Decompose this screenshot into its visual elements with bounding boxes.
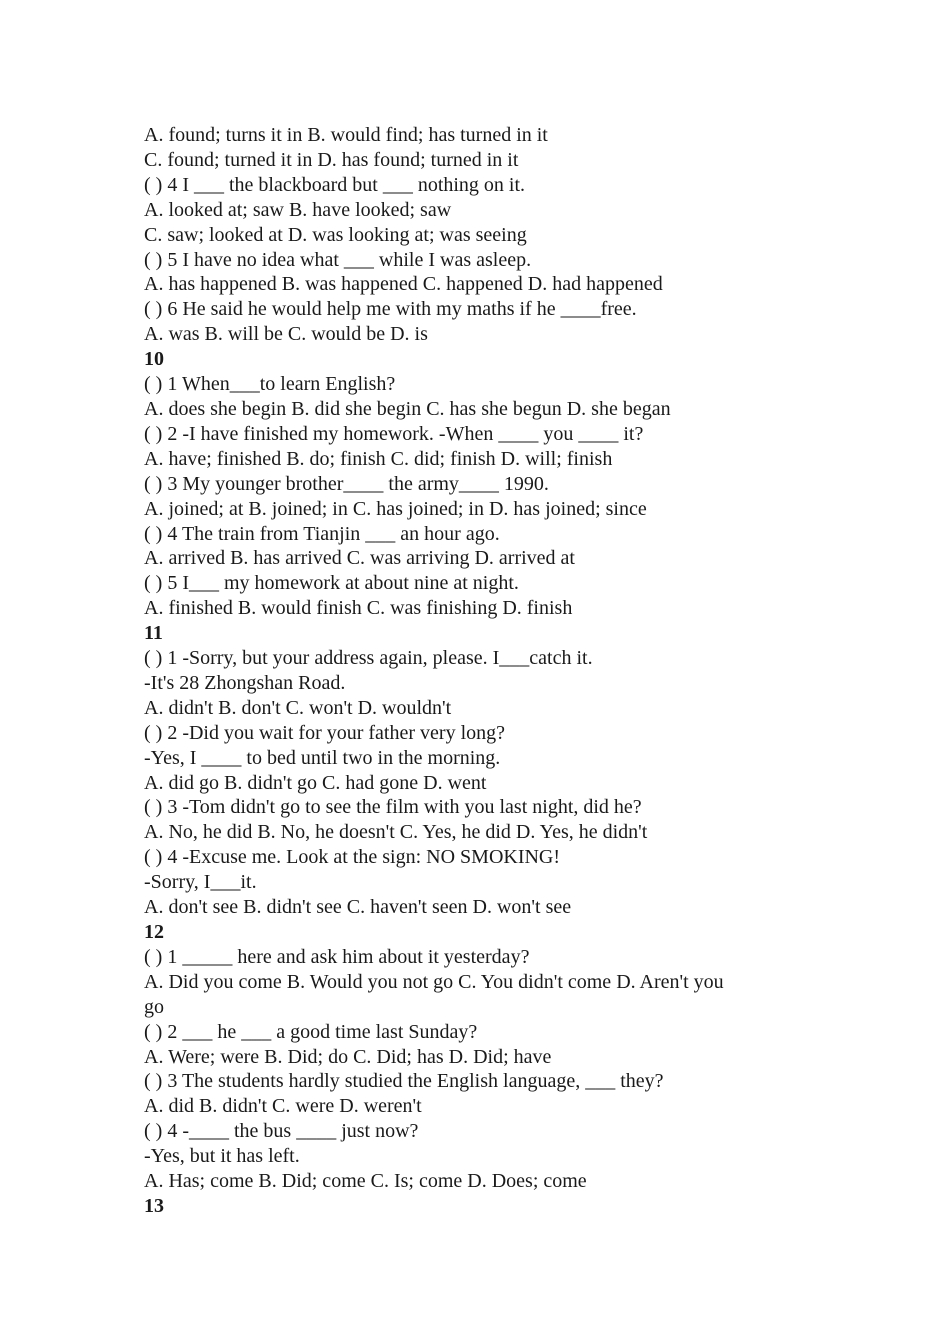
text-line: A. has happened B. was happened C. happened D. had happened (144, 273, 663, 296)
text-line: A. found; turns it in B. would find; has turned in it (144, 124, 548, 146)
text-line: A. does she begin B. did she begin C. has she begun D. she began (144, 397, 671, 420)
text-line: A. didn't B. don't C. won't D. wouldn't (144, 696, 452, 719)
text-line: A. Did you come B. Would you not go C. You didn't come D. Aren't you (144, 970, 724, 993)
section-number: 12 (144, 921, 164, 943)
text-line: -Yes, but it has left. (144, 1145, 300, 1168)
text-line: A. finished B. would finish C. was finishing D. finish (144, 597, 573, 620)
text-line: -Sorry, I___it. (144, 871, 257, 894)
text-line: ( ) 3 The students hardly studied the English language, ___ they? (144, 1070, 664, 1093)
text-line: A. Has; come B. Did; come C. Is; come D. Does; come (144, 1170, 587, 1193)
text-line: go (144, 995, 164, 1018)
text-line: ( ) 4 I ___ the blackboard but ___ nothing on it. (144, 173, 526, 196)
text-line: ( ) 2 ___ he ___ a good time last Sunday? (144, 1020, 478, 1043)
text-line: C. saw; looked at D. was looking at; was seeing (144, 223, 527, 246)
section-number: 10 (144, 348, 164, 371)
text-line: A. Were; were B. Did; do C. Did; has D. Did; have (144, 1045, 552, 1068)
text-line: ( ) 3 -Tom didn't go to see the film with you last night, did he? (144, 796, 642, 819)
text-line: -It's 28 Zhongshan Road. (144, 671, 346, 694)
section-number: 13 (144, 1194, 164, 1217)
text-line: ( ) 1 -Sorry, but your address again, please. I___catch it. (144, 647, 593, 670)
text-line: A. arrived B. has arrived C. was arriving D. arrived at (144, 547, 575, 570)
text-line: ( ) 2 -Did you wait for your father very long? (144, 721, 505, 744)
text-line: A. looked at; saw B. have looked; saw (144, 198, 452, 221)
text-line: ( ) 1 When___to learn English? (144, 373, 396, 396)
text-line: A. did go B. didn't go C. had gone D. went (144, 771, 487, 794)
text-line: A. was B. will be C. would be D. is (144, 323, 428, 346)
text-line: -Yes, I ____ to bed until two in the morning. (144, 746, 501, 769)
text-line: ( ) 2 -I have finished my homework. -When ____ you ____ it? (144, 422, 644, 445)
text-line: ( ) 3 My younger brother____ the army____ 1990. (144, 472, 549, 495)
text-line: ( ) 5 I___ my homework at about nine at night. (144, 572, 519, 595)
text-line: A. have; finished B. do; finish C. did; finish D. will; finish (144, 447, 613, 470)
text-line: ( ) 5 I have no idea what ___ while I was asleep. (144, 248, 532, 271)
text-line: ( ) 4 -____ the bus ____ just now? (144, 1120, 419, 1143)
text-line: A. don't see B. didn't see C. haven't seen D. won't see (144, 896, 572, 919)
section-number: 11 (144, 622, 163, 645)
text-line: ( ) 4 The train from Tianjin ___ an hour ago. (144, 522, 500, 545)
text-line: C. found; turned it in D. has found; turned in it (144, 148, 519, 171)
document-page (144, 123, 824, 1219)
text-line: ( ) 6 He said he would help me with my maths if he ____free. (144, 298, 637, 321)
text-line: A. joined; at B. joined; in C. has joined; in D. has joined; since (144, 497, 647, 520)
text-line: ( ) 4 -Excuse me. Look at the sign: NO SMOKING! (144, 846, 561, 869)
text-line: A. No, he did B. No, he doesn't C. Yes, he did D. Yes, he didn't (144, 821, 648, 844)
text-line: ( ) 1 _____ here and ask him about it yesterday? (144, 945, 530, 968)
text-line: A. did B. didn't C. were D. weren't (144, 1095, 422, 1118)
